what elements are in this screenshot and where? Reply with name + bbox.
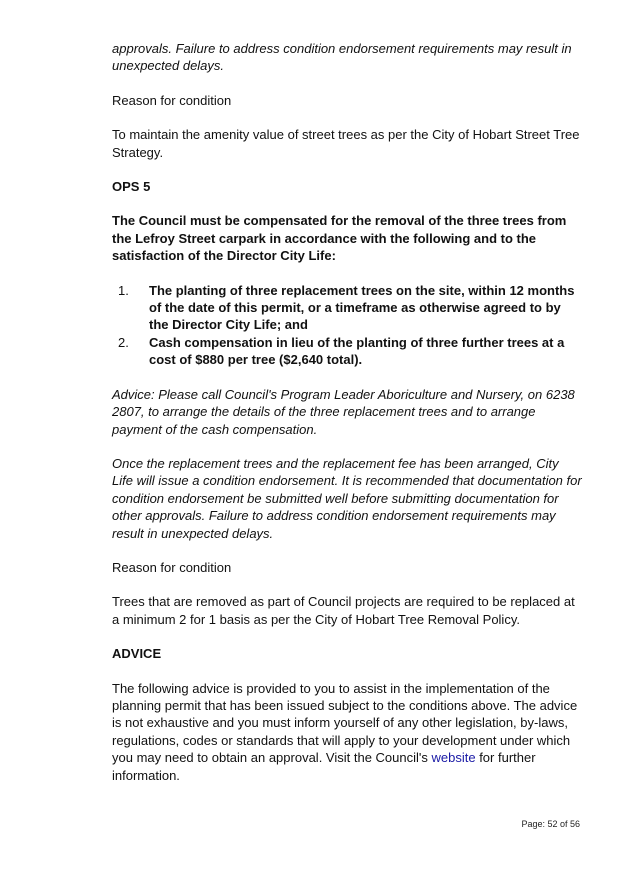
- list-item: [112, 282, 582, 334]
- document-page: [112, 40, 582, 784]
- condition-heading-ops5: OPS 5: [112, 179, 151, 195]
- reason-heading: Reason for condition: [112, 559, 232, 575]
- advice-paragraph-general: [112, 680, 582, 784]
- advice-heading: ADVICE: [112, 646, 162, 662]
- advice-text-after-link: for further information.: [112, 750, 536, 783]
- condition-text-ops5: The Council must be compensated for the removal of the three trees from the Lefroy Street carpark in accordance with the following and to the satisfaction of the Director City Life:: [112, 213, 567, 264]
- list-item-number: 1.: [118, 282, 129, 298]
- list-item-text: The planting of three replacement trees on the site, within 12 months of the date of this permit, or a timeframe as otherwise agreed to by the Director City Life; and: [149, 282, 575, 333]
- continued-advice-paragraph: approvals. Failure to address condition endorsement requirements may result in unexpected delays.: [112, 41, 572, 74]
- advice-paragraph-endorsement: Once the replacement trees and the replacement fee has been arranged, City Life will issue a condition endorsement. It is recommended that documentation for condition endorsement be submitted well before submitting documentation for other approvals. Failure to address condition endorsement requirements may result in unexpected delays.: [112, 455, 582, 541]
- reason-paragraph: Trees that are removed as part of Council projects are required to be replaced at a minimum 2 for 1 basis as per the City of Hobart Tree Removal Policy.: [112, 594, 575, 627]
- list-item-number: 2.: [118, 334, 129, 350]
- condition-list: [112, 282, 582, 369]
- reason-paragraph: To maintain the amenity value of street trees as per the City of Hobart Street Tree Strategy.: [112, 127, 580, 160]
- website-link[interactable]: website: [431, 750, 476, 766]
- reason-heading: Reason for condition: [112, 92, 232, 108]
- advice-paragraph-contact: Advice: Please call Council's Program Leader Aboriculture and Nursery, on 6238 2807, to arrange the details of the three replacement trees and to arrange payment of the cash compensation.: [112, 386, 575, 437]
- list-item: [112, 334, 582, 369]
- advice-text-before-link: The following advice is provided to you to assist in the implementation of the planning permit that has been issued subject to the conditions above. The advice is not exhaustive and you must inform yourself of any other legislation, by-laws, regulations, codes or standards that will apply to your development under which you may need to obtain an approval. Visit the Council's: [112, 680, 578, 766]
- list-item-text: Cash compensation in lieu of the planting of three further trees at a cost of $880 per tree ($2,640 total).: [149, 334, 565, 368]
- page-number: Page: 52 of 56: [521, 819, 580, 829]
